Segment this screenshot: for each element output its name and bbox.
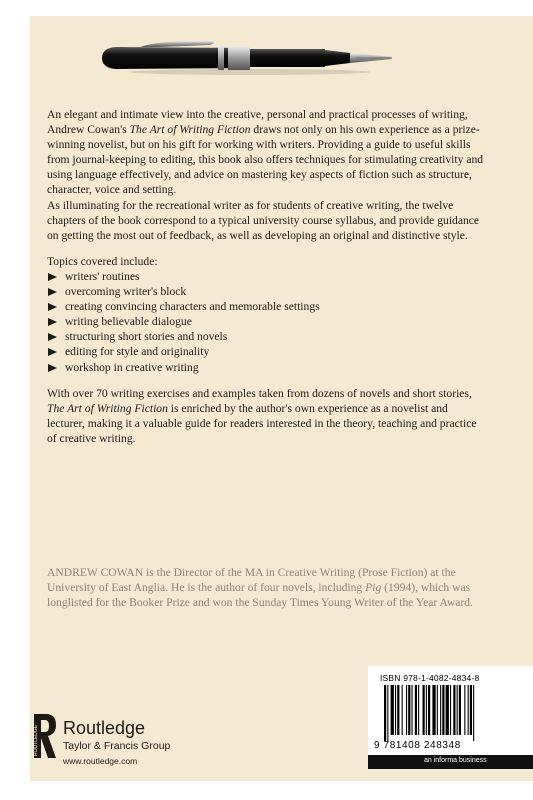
barcode-bar	[406, 685, 407, 735]
list-item: editing for style and originality	[47, 344, 487, 359]
topics-heading: Topics covered include:	[47, 254, 158, 268]
topics-list	[47, 269, 487, 375]
book-title: The Art of Writing Fiction	[47, 401, 168, 415]
triangle-bullet-icon	[48, 348, 57, 356]
triangle-bullet-icon	[48, 333, 57, 341]
blurb-paragraph-1: An elegant and intimate view into the creative, personal and practical processes of writing, Andrew Cowan's The Art of Writing Fiction draws not only on his own experience as a prize-winning novelist, but on his gift for working with writers. Providing a guide to useful skills from journal-keeping to editing, this book also offers techniques for stimulating creativity and using language effectively, and advice on mastering key aspects of fiction such as structure, character, voice and setting.	[47, 108, 484, 197]
routledge-logo-icon	[32, 714, 58, 758]
barcode-bar	[423, 685, 425, 735]
barcode-bar	[384, 685, 386, 741]
publisher-name: Routledge	[63, 718, 146, 738]
blurb-paragraph-3: With over 70 writing exercises and examples taken from dozens of novels and short stories, The Art of Writing Fiction is enriched by the author's own experience as a novelist and lecturer, making it a valuable guide for readers interested in the theory, teaching and practice of creative writing.	[47, 386, 477, 445]
isbn: ISBN 978-1-4082-4834-8	[380, 673, 480, 683]
barcode-bar	[408, 685, 410, 735]
barcode-bar	[432, 685, 435, 735]
svg-text:ROUTLEDGE: ROUTLEDGE	[33, 724, 39, 756]
author-bio: ANDREW COWAN is the Director of the MA in Creative Writing (Prose Fiction) at the University of East Anglia. He is the author of four novels, including Pig (1994), which was longlisted for the Booker Prize and won the Sunday Times Young Writer of the Year Award.	[47, 566, 473, 610]
barcode-bar	[450, 685, 451, 735]
barcode-bar	[473, 685, 474, 741]
list-item: writers' routines	[47, 269, 487, 284]
barcode-bar	[446, 685, 449, 735]
barcode-bar	[426, 685, 427, 735]
barcode-bar	[412, 685, 413, 735]
barcode-bar	[459, 685, 461, 735]
novel-title: Pig	[365, 581, 382, 595]
barcode-bar	[464, 685, 465, 735]
triangle-bullet-icon	[48, 318, 57, 326]
barcode-bar	[453, 685, 455, 735]
blurb	[47, 107, 487, 446]
barcode-bar	[395, 685, 396, 735]
triangle-bullet-icon	[48, 288, 57, 296]
barcode-bar	[437, 685, 438, 735]
barcode-bar	[442, 685, 444, 735]
barcode-bar	[418, 685, 419, 735]
fountain-pen-icon	[100, 38, 400, 78]
list-item: overcoming writer's block	[47, 284, 487, 299]
barcode-digits: 9 781408 248348	[374, 740, 461, 751]
triangle-bullet-icon	[48, 364, 57, 372]
publisher-url: www.routledge.com	[63, 756, 138, 766]
barcode-bar	[440, 685, 441, 735]
barcode-bar	[468, 685, 469, 735]
book-title: The Art of Writing Fiction	[129, 123, 251, 137]
triangle-bullet-icon	[48, 273, 57, 281]
publisher-name-block	[63, 718, 170, 753]
barcode-bar	[428, 685, 430, 735]
list-item: workshop in creative writing	[47, 360, 487, 375]
list-item: writing believable dialogue	[47, 314, 487, 329]
barcode-bar	[397, 685, 399, 735]
barcode-bar	[402, 685, 403, 735]
barcode-icon	[384, 685, 504, 741]
barcode-bar	[457, 685, 458, 735]
barcode-bar	[470, 685, 472, 735]
barcode-bar	[415, 685, 417, 735]
publisher-group: Taylor & Francis Group	[63, 740, 171, 752]
triangle-bullet-icon	[48, 303, 57, 311]
barcode-bar	[387, 685, 388, 741]
blurb-paragraph-2: As illuminating for the recreational writer as for students of creative writing, the twelve chapters of the book correspond to a typical university course syllabus, and provide guidance on getting the most out of feedback, as well as developing an original and distinctive style.	[47, 198, 480, 242]
barcode-bar	[391, 685, 394, 735]
list-item: creating convincing characters and memorable settings	[47, 299, 487, 314]
list-item: structuring short stories and novels	[47, 329, 487, 344]
informa-label: an informa business	[424, 757, 487, 764]
